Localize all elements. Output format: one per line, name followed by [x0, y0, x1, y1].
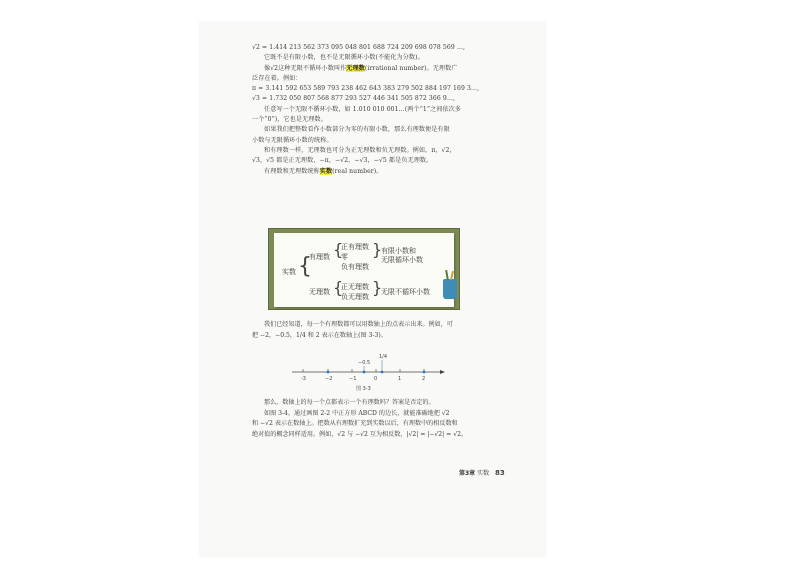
tick-label: −1	[349, 376, 357, 382]
diagram-rational: 有理数	[309, 253, 330, 261]
tick-label: -3	[301, 376, 306, 382]
text-line: 一个“0”)，它也是无理数。	[252, 116, 327, 124]
text-line: 小数与无限循环小数的统称。	[252, 136, 333, 144]
number-line-figure	[290, 350, 450, 392]
brace-icon: {	[298, 254, 312, 279]
point-neg2	[327, 371, 330, 374]
text-line: 和有理数一样，无理数也可分为正无理数和负无理数。例如，π，√2，	[264, 146, 456, 154]
text-line	[252, 64, 500, 74]
text-line: 把 −2，−0.5，1/4 和 2 表示在数轴上(图 3-3)。	[252, 331, 387, 339]
footer-section: 实数	[477, 470, 490, 477]
diagram-rational-desc2: 无限循环小数	[381, 256, 423, 264]
text-line: √3 = 1.732 050 807 568 877 293 527 446 341 505 872 366 9…,	[252, 95, 456, 103]
point-2	[423, 371, 426, 374]
text-line: √2 = 1.414 213 562 373 095 048 801 688 724 209 698 078 569 …,	[252, 44, 466, 51]
figure-caption: 图 3-3	[356, 386, 371, 392]
term-irrational: 无理数	[346, 64, 365, 72]
text-line: 绝对值的概念同样适用。例如，√2 与 −√2 互为相反数，|√2| = |−√2| = √2。	[252, 430, 468, 438]
text-line: √3，√5 都是正无理数，−π，−√2，−√3，−√5 都是负无理数。	[252, 157, 433, 165]
diagram-pos-rational: 正有理数	[341, 243, 369, 251]
diagram-irrational-desc: 无限不循环小数	[381, 288, 430, 296]
text-line: 如果我们把整数看作小数部分为零的有限小数，那么有理数便是有限	[264, 126, 450, 134]
label-quarter: 1/4	[379, 354, 388, 360]
pencil-cup-icon	[443, 279, 457, 299]
close-brace-icon: }	[372, 278, 383, 297]
text-line: 任意写一个无限不循环小数，如 1.010 010 001…(两个“1”之间依次多	[264, 105, 462, 113]
page-number: 83	[495, 469, 505, 477]
brace-icon: {	[333, 278, 344, 297]
text-line: 那么，数轴上的每一个点都表示一个有理数吗？答案是否定的。	[264, 399, 435, 406]
diagram-zero: 零	[341, 253, 348, 261]
tick-label: 2	[422, 376, 426, 382]
text-line: 和 −√2 表示在数轴上。把数从有理数扩充到实数以后，有理数中的相反数和	[252, 420, 458, 427]
tick-label: 1	[398, 376, 402, 382]
text-segment: (irrational number)。无理数广	[364, 64, 458, 72]
text-line: 它既不是有限小数，也不是无限循环小数(不能化为分数)。	[264, 54, 424, 62]
tick-label: 0	[374, 376, 378, 382]
text-line: 我们已经知道，每一个有理数都可以用数轴上的点表示出来。例如，可	[264, 321, 453, 328]
diagram-pos-irrational: 正无理数	[341, 283, 369, 291]
brace-icon: {	[333, 240, 344, 259]
page-footer	[459, 468, 505, 477]
close-brace-icon: }	[372, 240, 383, 259]
label-neg05: −0.5	[358, 360, 371, 366]
text-segment: 像√2这种无限不循环小数叫作	[264, 64, 347, 72]
text-segment: (real number)。	[332, 167, 383, 175]
diagram-irrational: 无理数	[309, 288, 330, 296]
text-line: 泛存在着。例如：	[252, 74, 302, 82]
text-line: π = 3.141 592 653 589 793 238 462 643 383 279 502 884 197 169 3…,	[252, 85, 480, 93]
diagram-neg-rational: 负有理数	[341, 263, 369, 271]
paragraph-real-numbers	[252, 398, 502, 440]
diagram-root: 实数	[282, 268, 296, 276]
text-line	[252, 167, 500, 177]
paragraph-numberline	[252, 320, 502, 341]
text-line: 如图 3-4，通过画图 2-2 中正方形 ABCD 的边长，就能准确地把 √2	[264, 409, 450, 417]
body-text	[252, 43, 500, 177]
diagram-neg-irrational: 负无理数	[341, 293, 369, 301]
footer-chapter: 第3章	[459, 470, 476, 477]
term-real: 实数	[319, 167, 333, 175]
tick-label: −2	[325, 376, 333, 382]
diagram-rational-desc: 有限小数和	[381, 247, 416, 255]
text-segment: 有理数和无理数统称	[264, 167, 320, 175]
